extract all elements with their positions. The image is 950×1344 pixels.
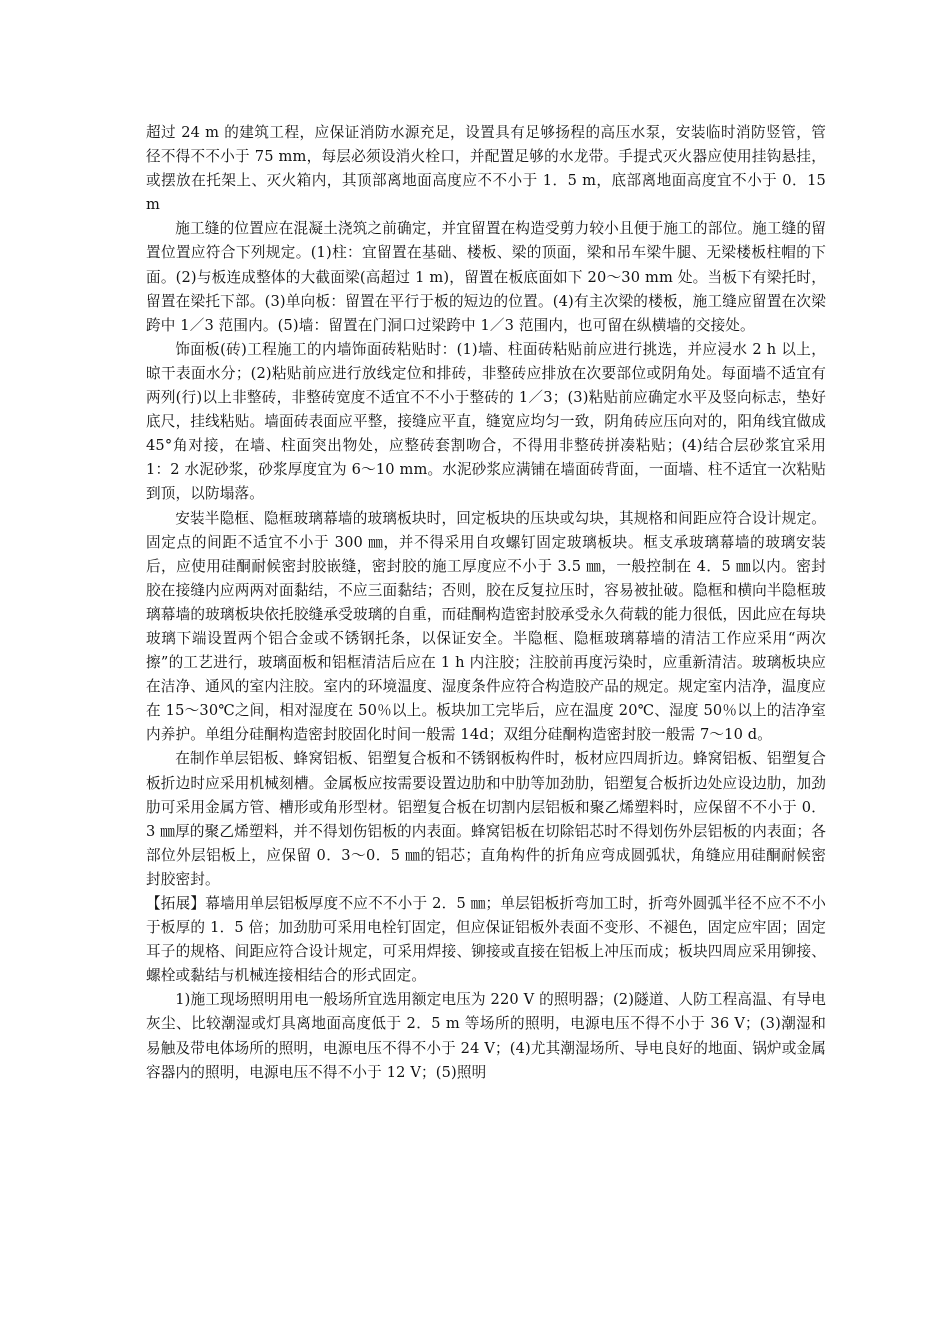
paragraph-site-lighting: 1)施工现场照明用电一般场所宜选用额定电压为 220 V 的照明器；(2)隧道、人防工程高温、有导电灰尘、比较潮湿或灯具离地面高度低于 2．5 m 等场所的照明，电源电压不得不小于 36 V；(3)潮湿和易触及带电体场所的照明，电源电压不得不小于 24 V；(4)尤其潮湿场所、导电良好的地面、锅炉或金属容器内的照明，电源电压不得不小于 12 V；(5)照明 [146,991,826,1081]
paragraph-glass-curtain-wall: 安装半隐框、隐框玻璃幕墙的玻璃板块时，回定板块的压块或勾块，其规格和间距应符合设计规定。固定点的间距不适宜不小于 300 ㎜，并不得采用自攻螺钉固定玻璃板块。框支承玻璃幕墙的玻璃安装后，应使用硅酮耐候密封胶嵌缝，密封胶的施工厚度应不小于 3.5 ㎜，一般控制在 4．5 ㎜以内。密封胶在接缝内应两两对面黏结，不应三面黏结；否则，胶在反复拉压时，容易被扯破。隐框和横向半隐框玻璃幕墙的玻璃板块依托胶缝承受玻璃的自重，而硅酮构造密封胶承受永久荷载的能力很低，因此应在每块玻璃下端设置两个铝合金或不锈钢托条，以保证安全。半隐框、隐框玻璃幕墙的清洁工作应采用“两次擦”的工艺进行，玻璃面板和铝框清洁后应在 1 h 内注胶；注胶前再度污染时，应重新清洁。玻璃板块应在洁净、通风的室内注胶。室内的环境温度、湿度条件应符合构造胶产品的规定。规定室内洁净，温度应在 15～30℃之间，相对湿度在 50％以上。板块加工完毕后，应在温度 20℃、湿度 50％以上的洁净室内养护。单组分硅酮构造密封胶固化时间一般需 14d；双组分硅酮构造密封胶一般需 7～10 d。 [146,509,826,744]
paragraph-wall-tile: 饰面板(砖)工程施工的内墙饰面砖粘贴时：(1)墙、柱面砖粘贴前应进行挑选，并应浸水 2 h 以上，晾干表面水分；(2)粘贴前应进行放线定位和排砖，非整砖应排放在次要部位或阴角处。每面墙不适宜有两列(行)以上非整砖，非整砖宽度不适宜不不小于整砖的 1／3；(3)粘贴前应确定水平及竖向标志，垫好底尺，挂线粘贴。墙面砖表面应平整，接缝应平直，缝宽应均匀一致，阴角砖应压向对的，阳角线宜做成 45°角对接，在墙、柱面突出物处，应整砖套割吻合，不得用非整砖拼凑粘贴；(4)结合层砂浆宜采用 1：2 水泥砂浆，砂浆厚度宜为 6～10 mm。水泥砂浆应满铺在墙面砖背面，一面墙、柱不适宜一次粘贴到顶，以防塌落。 [146,340,826,503]
paragraph-construction-joint: 施工缝的位置应在混凝土浇筑之前确定，并宜留置在构造受剪力较小且便于施工的部位。施工缝的留置位置应符合下列规定。(1)柱：宜留置在基础、楼板、梁的顶面，梁和吊车梁牛腿、无梁楼板柱帽的下面。(2)与板连成整体的大截面梁(高超过 1 m)，留置在板底面如下 20～30 mm 处。当板下有梁托时，留置在梁托下部。(3)单向板：留置在平行于板的短边的位置。(4)有主次梁的楼板，施工缝应留置在次梁跨中 1／3 范围内。(5)墙：留置在门洞口过梁跨中 1／3 范围内，也可留在纵横墙的交接处。 [146,220,826,334]
paragraph-extension-note: 【拓展】幕墙用单层铝板厚度不应不不小于 2．5 ㎜；单层铝板折弯加工时，折弯外圆弧半径不应不不小于板厚的 1．5 倍；加劲肋可采用电栓钉固定，但应保证铝板外表面不变形、不褪色，固定应牢固；固定耳子的规格、间距应符合设计规定，可采用焊接、铆接或直接在铝板上冲压而成；板块四周应采用铆接、螺栓或黏结与机械连接相结合的形式固定。 [146,895,826,985]
paragraph-aluminum-panel: 在制作单层铝板、蜂窝铝板、铝塑复合板和不锈钢板构件时，板材应四周折边。蜂窝铝板、铝塑复合板折边时应采用机械刻槽。金属板应按需要设置边肋和中肋等加劲肋，铝塑复合板折边处应设边肋，加劲肋可采用金属方管、槽形或角形型材。铝塑复合板在切割内层铝板和聚乙烯塑料时，应保留不不小于 0．3 ㎜厚的聚乙烯塑料，并不得划伤铝板的内表面。蜂窝铝板在切除铝芯时不得划伤外层铝板的内表面；各部位外层铝板上，应保留 0．3～0．5 ㎜的铝芯；直角构件的折角应弯成圆弧状，角缝应用硅酮耐候密封胶密封。 [146,750,826,888]
paragraph-fire-water-supply: 超过 24 m 的建筑工程，应保证消防水源充足，设置具有足够扬程的高压水泵，安装临时消防竖管，管径不得不不小于 75 mm，每层必须设消火栓口，并配置足够的水龙带。手提式灭火器应使用挂钩悬挂，或摆放在托架上、灭火箱内，其顶部离地面高度应不不小于 1．5 m，底部离地面高度宜不小于 0．15 m [146,124,826,214]
document-body [146,121,826,1085]
